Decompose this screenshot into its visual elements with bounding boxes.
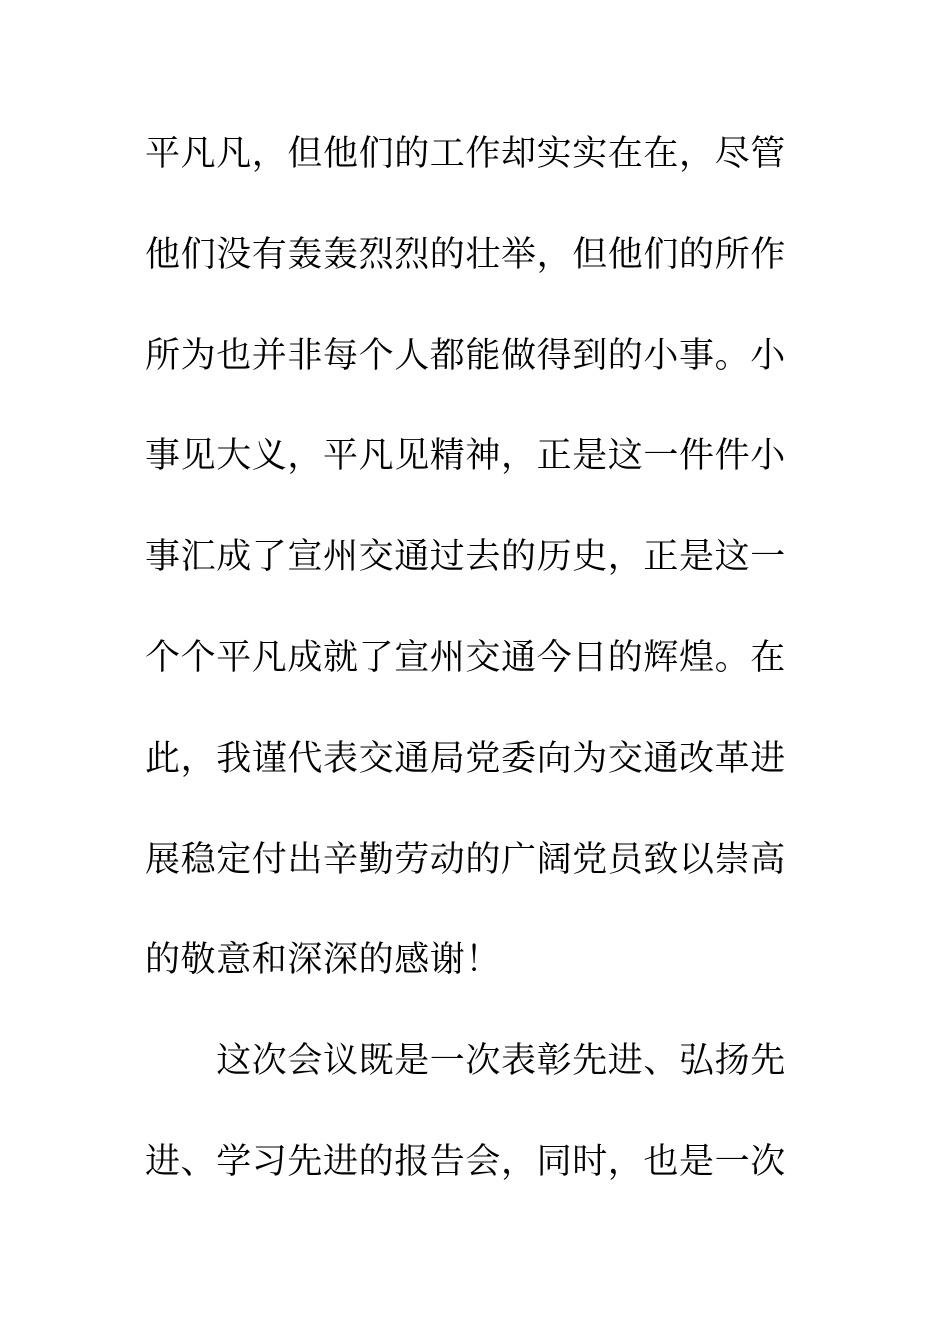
text-line: 此，我谨代表交通局党委向为交通改革进: [145, 738, 786, 779]
text-line: 平凡凡，但他们的工作却实实在在，尽管: [145, 134, 786, 174]
text-line: 个个平凡成就了宣州交通今日的辉煌。在: [145, 637, 786, 678]
text-line: 事汇成了宣州交通过去的历史，正是这一: [145, 537, 786, 578]
body-text: [145, 123, 785, 1232]
text-line: 所为也并非每个人都能做得到的小事。小: [145, 335, 786, 376]
text-line: 这次会议既是一次表彰先进、弘扬先: [145, 1041, 786, 1082]
text-line: 事见大义，平凡见精神，正是这一件件小: [145, 436, 786, 477]
text-line: 的敬意和深深的感谢！: [145, 940, 502, 981]
text-line: 进、学习先进的报告会，同时，也是一次: [145, 1141, 786, 1182]
text-line: 展稳定付出辛勤劳动的广阔党员致以崇高: [145, 839, 786, 880]
text-line: 他们没有轰轰烈烈的壮举，但他们的所作: [145, 234, 786, 275]
